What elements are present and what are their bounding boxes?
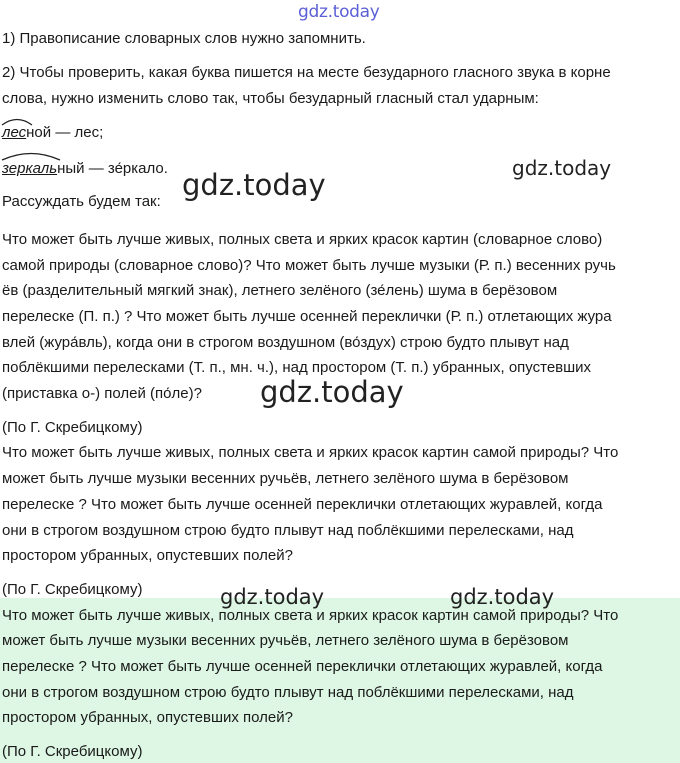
reasoning-intro: Рассуждать будем так: [2,193,161,210]
analysis-credit: (По Г. Скребицкому) [2,419,143,436]
example-les [2,124,103,141]
example-rest: ный — зе́ркало. [57,160,168,177]
example-zerkalo [2,160,168,177]
analysis-line: влей (жура́вль), когда они в строгом воздушном (во́здух) строю будто плывут над [2,334,569,351]
answer-line: Что может быть лучше живых, полных света и ярких красок картин самой природы? Что [2,607,619,624]
answer-credit: (По Г. Скребицкому) [2,743,143,760]
root-arc-icon [0,116,34,126]
analysis-line: перелеске (П. п.) ? Что может быть лучше осенней переклички (Р. п.) отлетающих жура [2,308,612,325]
text-line: перелеске ? Что может быть лучше осенней переклички отлетающих журавлей, когда [2,496,603,513]
rule-1: 1) Правописание словарных слов нужно запомнить. [2,30,366,47]
answer-line: может быть лучше музыки весенних ручьёв, летнего зелёного шума в берёзовом [2,632,569,649]
answer-line: простором убранных, опустевших полей? [2,709,293,726]
answer-line: они в строгом воздушном строю будто плывут над поблёкшими перелесками, над [2,684,574,701]
text-line: простором убранных, опустевших полей? [2,547,293,564]
example-root: зеркаль [2,160,58,177]
analysis-line: самой природы (словарное слово)? Что может быть лучше музыки (Р. п.) весенних ручь [2,257,616,274]
analysis-line: (приставка о-) полей (по́ле)? [2,385,202,402]
site-logo[interactable]: gdz.today [298,2,380,22]
root-arc-icon [0,150,62,161]
watermark: gdz.today [260,375,404,409]
text-line: Что может быть лучше живых, полных света и ярких красок картин самой природы? Что [2,444,619,461]
watermark: gdz.today [182,168,326,202]
watermark: gdz.today [512,156,612,180]
watermark: gdz.today [220,585,325,609]
example-root: лес [2,124,27,141]
rule-2-line-1: 2) Чтобы проверить, какая буква пишется на месте безударного гласного звука в корне [2,64,611,81]
answer-line: перелеске ? Что может быть лучше осенней переклички отлетающих журавлей, когда [2,658,603,675]
analysis-line: ёв (разделительный мягкий знак), летнего зелёного (зе́лень) шума в берёзовом [2,282,558,299]
watermark: gdz.today [450,585,555,609]
text-line: они в строгом воздушном строю будто плывут над поблёкшими перелесками, над [2,522,574,539]
example-rest: ной — лес; [26,124,104,141]
rule-2-line-2: слова, нужно изменить слово так, чтобы безударный гласный стал ударным: [2,90,539,107]
text-line: может быть лучше музыки весенних ручьёв, летнего зелёного шума в берёзовом [2,470,569,487]
text-credit: (По Г. Скребицкому) [2,581,143,598]
analysis-line: Что может быть лучше живых, полных света и ярких красок картин (словарное слово) [2,231,603,248]
analysis-line: поблёкшими перелесками (Т. п., мн. ч.), над простором (Т. п.) убранных, опустевших [2,359,592,376]
